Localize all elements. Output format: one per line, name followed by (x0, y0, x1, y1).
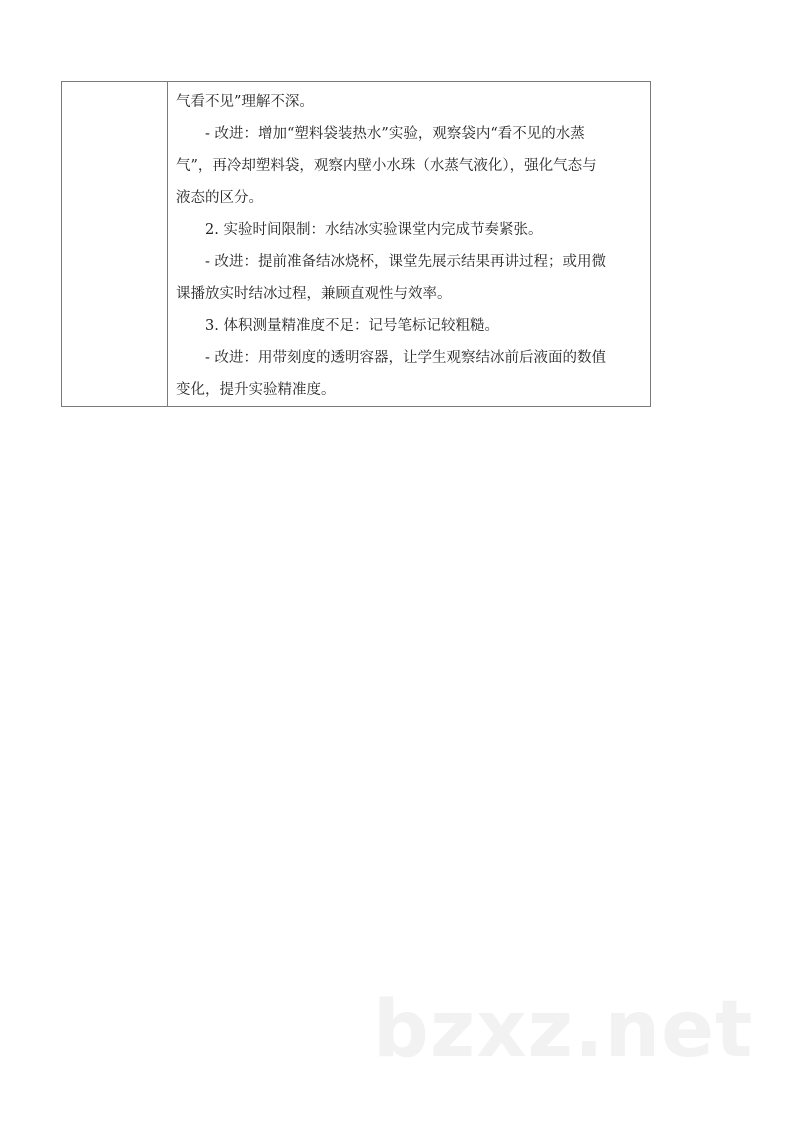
text-line: 气看不见”理解不深。 (176, 94, 314, 110)
text-line: 3. 体积测量精准度不足：记号笔标记较粗糙。 (205, 318, 499, 334)
table-content-cell (168, 82, 650, 406)
text-line: 液态的区分。 (176, 190, 263, 206)
text-line: 2. 实验时间限制：水结冰实验课堂内完成节奏紧张。 (205, 222, 543, 238)
watermark: bzxz.net (373, 985, 754, 1075)
text-line: 气”，再冷却塑料袋，观察内壁小水珠（水蒸气液化），强化气态与 (176, 158, 597, 174)
text-line: - 改进：增加“塑料袋装热水”实验，观察袋内“看不见的水蒸 (205, 126, 585, 142)
text-line: 课播放实时结冰过程，兼顾直观性与效率。 (176, 286, 452, 302)
text-line: - 改进：用带刻度的透明容器，让学生观察结冰前后液面的数值 (205, 350, 607, 366)
text-line: 变化，提升实验精准度。 (176, 382, 336, 398)
text-line: - 改进：提前准备结冰烧杯，课堂先展示结果再讲过程；或用微 (205, 254, 607, 270)
reflection-table (61, 81, 651, 407)
table-label-cell (62, 82, 168, 406)
